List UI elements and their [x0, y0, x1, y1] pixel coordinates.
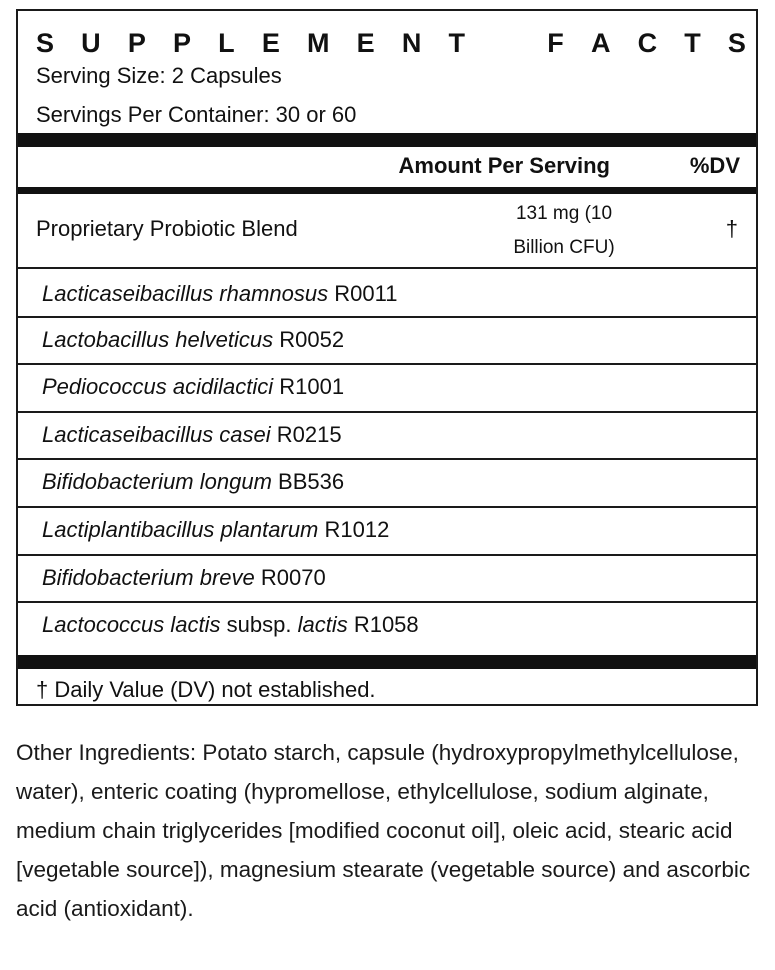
strain-subspecies-prefix: subsp.: [220, 612, 298, 637]
title-gap: [492, 26, 520, 60]
strain-species: Lactococcus lactis: [42, 612, 221, 637]
blend-name: Proprietary Probiotic Blend: [36, 216, 298, 241]
strain-species: Bifidobacterium breve: [42, 565, 255, 590]
strain-code: R1001: [273, 374, 345, 399]
title-letter: C: [637, 28, 658, 58]
title-letter: A: [590, 28, 611, 58]
strain-code: R1058: [347, 612, 419, 637]
title-letter: E: [356, 28, 375, 58]
strain-row: [18, 413, 756, 459]
daily-value-header: %DV: [689, 153, 740, 178]
title-letter: U: [81, 28, 101, 58]
title-letter: E: [261, 28, 280, 58]
title-letter: L: [218, 28, 235, 58]
blend-amount-line1: 131 mg (10: [515, 203, 613, 224]
title-letter: T: [684, 28, 701, 58]
strain-species: Bifidobacterium longum: [42, 469, 272, 494]
title-letter: P: [173, 28, 192, 58]
strain-code: R0052: [273, 327, 345, 352]
serving-size: Serving Size: 2 Capsules: [36, 63, 282, 88]
thick-divider: [18, 655, 756, 669]
blend-amount: [484, 197, 644, 265]
other-ingredients: Other Ingredients: Potato starch, capsule (hydroxypropylmethylcellulose, water), enteric coating (hypromellose, ethylcellulose, sodium alginate, medium chain triglycerides [modified coconut oil], oleic acid, stearic acid [vegetable source]), magnesium stearate (vegetable source) and ascorbic acid (antioxidant).: [16, 740, 751, 921]
title-letter: M: [307, 28, 330, 58]
strain-code: R0011: [328, 281, 398, 306]
title-letter: T: [448, 28, 465, 58]
supplement-facts-panel: [16, 9, 758, 706]
medium-divider: [18, 187, 756, 194]
servings-per-container: Servings Per Container: 30 or 60: [36, 102, 357, 127]
strain-code: R1012: [318, 517, 390, 542]
blend-dv-dagger: †: [725, 216, 738, 241]
strain-row: [18, 603, 756, 649]
strain-row: [18, 318, 756, 364]
strain-code: R0070: [254, 565, 326, 590]
strain-species: Lactobacillus helveticus: [42, 327, 274, 352]
blend-amount-line2: Billion CFU): [513, 237, 615, 258]
supplement-facts-title: [36, 26, 746, 60]
title-letter: N: [401, 28, 422, 58]
title-letter: S: [36, 28, 55, 58]
dv-footnote: † Daily Value (DV) not established.: [36, 677, 376, 702]
row-divider: [18, 267, 756, 269]
strain-code: BB536: [271, 469, 345, 494]
strain-subspecies: lactis: [297, 612, 348, 637]
title-letter: S: [727, 28, 746, 58]
strain-row: [18, 556, 756, 602]
title-letter: P: [127, 28, 146, 58]
strain-row: [18, 460, 756, 506]
title-letter: F: [547, 28, 564, 58]
amount-per-serving-header: Amount Per Serving: [398, 153, 610, 178]
strain-species: Lactiplantibacillus plantarum: [42, 517, 319, 542]
strain-species: Lacticaseibacillus casei: [42, 422, 271, 447]
strain-species: Lacticaseibacillus rhamnosus: [42, 281, 329, 306]
strain-row: [18, 508, 756, 554]
strain-species: Pediococcus acidilactici: [42, 374, 274, 399]
thick-divider: [18, 133, 756, 147]
strain-row: [18, 365, 756, 411]
strain-code: R0215: [270, 422, 342, 447]
strain-row: [18, 272, 756, 318]
